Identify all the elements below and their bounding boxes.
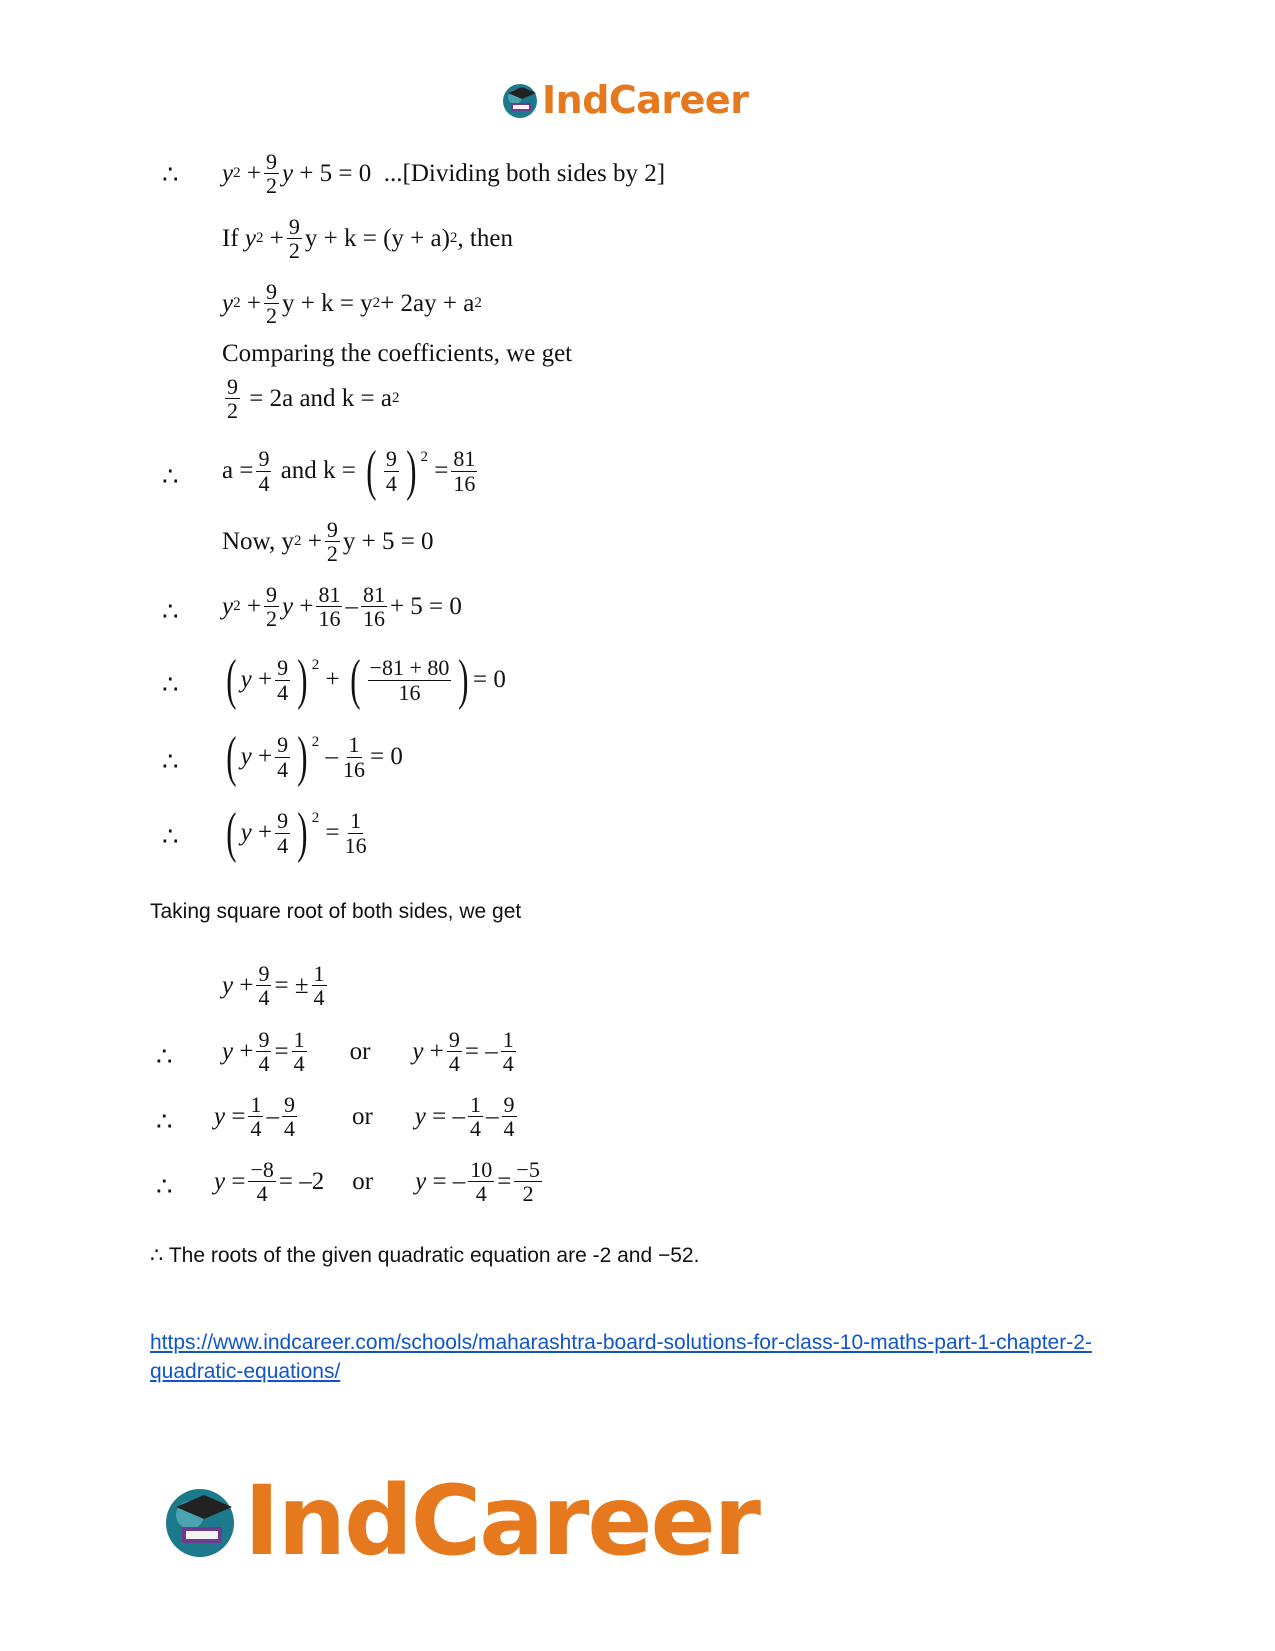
solution-line-2: y + $\frac{9}{4}$ = $\frac{1}{4}$ or y + $\frac{9}{4}$ = – $\frac{1}{4}$ (222, 1027, 514, 1077)
indcareer-logo-bottom (160, 1465, 759, 1577)
therefore-symbol: ∴ (156, 1042, 173, 1071)
therefore-symbol: ∴ (156, 1107, 173, 1136)
comparing-text: Comparing the coefficients, we get (222, 340, 573, 367)
therefore-symbol: ∴ (162, 597, 179, 626)
therefore-symbol: ∴ (162, 670, 179, 699)
therefore-symbol: ∴ (162, 747, 179, 776)
equation-line-1: y 2 + $\frac{9}{2}$ y + 5 = 0 ...[Dividing both sides by 2] (222, 149, 666, 199)
equation-line-6: a = $\frac{9}{4}$ and k = ( $\frac{9}{4}$ ) $^2$ = $\frac{81}{16}$ (222, 440, 476, 502)
therefore-symbol: ∴ (162, 462, 179, 491)
equation-line-10: ( y + $\frac{9}{4}$ ) $^2$ – $\frac{1}{16}$ = 0 (226, 726, 403, 788)
graduation-globe-icon (500, 80, 540, 120)
therefore-symbol: ∴ (156, 1172, 173, 1201)
taking-square-root-text: Taking square root of both sides, we get (150, 900, 522, 923)
brand-wordmark: IndCareer (244, 1465, 759, 1577)
equation-line-7: Now, y 2 + $\frac{9}{2}$ y + 5 = 0 (222, 517, 434, 567)
equation-line-5: $\frac{9}{2}$ = 2a and k = a 2 (227, 374, 400, 424)
equation-line-11: ( y + $\frac{9}{4}$ ) $^2$ = $\frac{1}{16}$ (226, 802, 367, 864)
equation-line-2: If y 2 + $\frac{9}{2}$ y + k = (y + a) 2 , then (222, 214, 513, 264)
therefore-symbol: ∴ (162, 822, 179, 851)
solution-line-1: y + $\frac{9}{4}$ = ± $\frac{1}{4}$ (222, 961, 325, 1011)
conclusion-text: ∴ The roots of the given quadratic equation are -2 and −52. (150, 1244, 700, 1267)
graduation-globe-icon (160, 1481, 240, 1561)
brand-wordmark: IndCareer (542, 78, 749, 122)
equation-line-8: y 2 + $\frac{9}{2}$ y + $\frac{81}{16}$ – $\frac{81}{16}$ + 5 = 0 (222, 582, 462, 632)
equation-line-3: y 2 + $\frac{9}{2}$ y + k = y 2 + 2ay + a 2 (222, 279, 482, 329)
therefore-symbol: ∴ (162, 160, 179, 189)
indcareer-logo-top (500, 78, 748, 122)
solution-line-4: y = $\frac{-8}{4}$ = –2 or y = – $\frac{10}{4}$ = $\frac{-5}{2}$ (214, 1157, 540, 1207)
source-link[interactable]: https://www.indcareer.com/schools/maharashtra-board-solutions-for-class-10-maths-part-1-chapter-2-quadratic-equations/ (150, 1331, 1092, 1383)
equation-line-9: ( y + $\frac{9}{4}$ ) $^2$ + ( $\frac{-81 + 80}{16}$ ) = 0 (226, 649, 506, 711)
solution-line-3: y = $\frac{1}{4}$ – $\frac{9}{4}$ or y = – $\frac{1}{4}$ – $\frac{9}{4}$ (214, 1092, 515, 1142)
